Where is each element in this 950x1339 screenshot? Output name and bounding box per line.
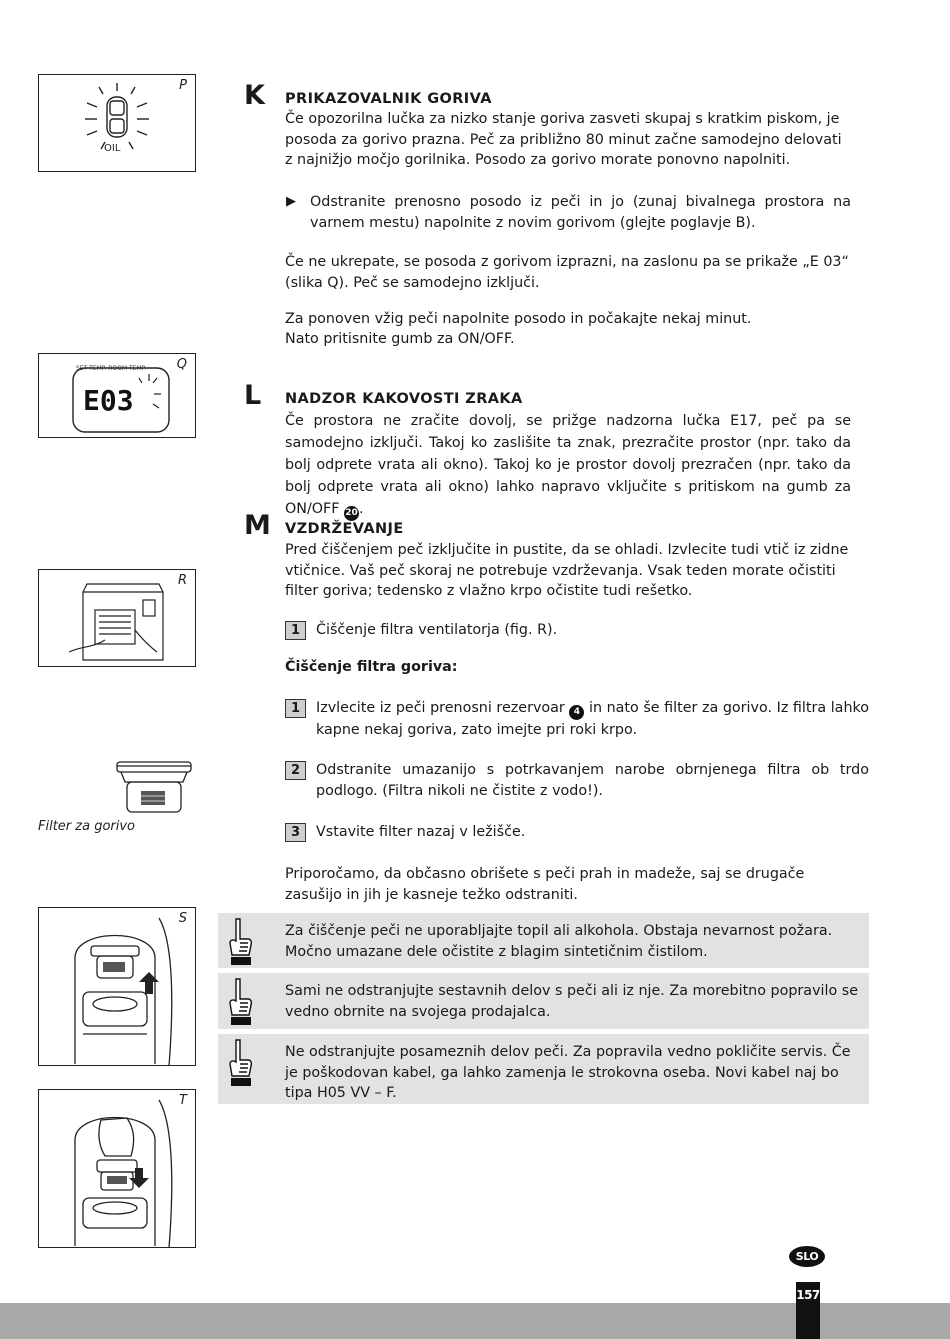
section-k-paragraph-1: Če opozorilna lučka za nizko stanje goriva zasveti skupaj s kratkim piskom, je posoda za gorivo prazna. Peč za približno 80 minut začne samodejno delovati z najnižjo močjo gorilnika. Posodo za gorivo morate ponovno napolniti. xyxy=(285,111,842,168)
step-fan-text: Čiščenje filtra ventilatorja (fig. R). xyxy=(316,622,558,638)
fuel-filter-subhead: Čiščenje filtra goriva: xyxy=(285,659,458,675)
oil-warning-lamp-icon xyxy=(39,75,196,172)
warning-box-3 xyxy=(218,1034,869,1104)
page-number: 157 xyxy=(796,1288,820,1302)
warning-text-1: Za čiščenje peči ne uporabljajte topil ali alkohola. Obstaja nevarnost požara. Močno umazane dele očistite z blagim sintetičnim čistilom. xyxy=(285,923,833,960)
step-1-text-b: in nato še filter za gorivo. Iz filtra lahko kapne nekaj goriva, zato imejte pri roki krpo. xyxy=(316,700,870,738)
figure-r-label: R xyxy=(177,573,187,588)
section-k-paragraph-2: Če ne ukrepate, se posoda z gorivom izprazni, na zaslonu pa se prikaže „E 03“ (slika Q). Peč se samodejno izklјuči. xyxy=(285,254,849,291)
figure-p-label: P xyxy=(179,78,187,93)
control-20-ref-icon: 20 xyxy=(344,506,359,521)
step-1-text xyxy=(316,698,869,741)
warning-box-1 xyxy=(218,913,869,968)
step-1-number: 1 xyxy=(285,699,306,718)
step-1-text-a: Izvlecite iz peči prenosni rezervoar xyxy=(316,700,565,716)
pointing-hand-icon xyxy=(224,917,254,967)
warning-text-2: Sami ne odstranjujte sestavnih delov s peči ali iz nje. Za morebitno popravilo se vedno obrnite na svojega prodajalca. xyxy=(285,983,859,1020)
tank-4-ref-icon: 4 xyxy=(569,705,584,720)
section-l-title: NADZOR KAKOVOSTI ZRAKA xyxy=(285,391,523,407)
section-k-title: PRIKAZOVALNIK GORIVA xyxy=(285,91,492,107)
section-k-paragraph-3b: Nato pritisnite gumb za ON/OFF. xyxy=(285,331,515,347)
step-3-number: 3 xyxy=(285,823,306,842)
display-header-text: SET TEMP. ROOM TEMP. xyxy=(76,365,147,372)
figure-q xyxy=(38,353,196,438)
figure-s xyxy=(38,907,196,1066)
section-l-text: Če prostora ne zračite dovolj, se prižge nadzorna lučka E17, peč pa se samodejno izklјuči. Takoj ko zaslišite ta znak, prezračite prostor (npr. tako da bolj odprete vrata ali okno). Takoj ko je prostor dovolj prezračen (npr. tako da bolj odprete vrata ali okno) lahko napravo vklјučite s pritiskom na gumb za ON/OFF xyxy=(285,413,851,517)
figure-q-label: Q xyxy=(176,357,187,372)
section-k-paragraph-3a: Za ponoven vžig peči napolnite posodo in počakajte nekaj minut. xyxy=(285,311,752,327)
filter-insert-icon xyxy=(39,1090,196,1248)
fuel-filter-icon xyxy=(115,760,193,816)
step-fan-number: 1 xyxy=(285,621,306,640)
section-k-letter: K xyxy=(244,80,265,111)
step-3-text: Vstavite filter nazaj v ležišče. xyxy=(316,824,526,840)
section-l-letter: L xyxy=(244,380,262,411)
step-2-number: 2 xyxy=(285,761,306,780)
figure-p xyxy=(38,74,196,172)
section-m-paragraph-1: Pred čiščenjem peč izklјučite in pustite, da se ohladi. Izvlecite tudi vtič iz zidne vtičnice. Vaš peč skoraj ne potrebuje vzdrževanja. Vsak teden morate očistiti filter goriva; tedensko z vlažno krpo očistite tudi rešetko. xyxy=(285,542,849,599)
pointing-hand-icon xyxy=(224,977,254,1027)
section-m-paragraph-2: Priporočamo, da občasno obrišete s peči prah in madeže, saj se drugače zasušijo in jih je kasneje težko odstraniti. xyxy=(285,866,805,903)
language-badge: SLO xyxy=(789,1246,825,1267)
figure-t xyxy=(38,1089,196,1248)
section-l-end: . xyxy=(359,501,364,517)
filter-removal-icon xyxy=(39,908,196,1066)
section-m-title: VZDRŽEVANJE xyxy=(285,521,404,537)
filter-caption: Filter za gorivo xyxy=(38,819,136,834)
section-m-letter: M xyxy=(244,510,271,541)
section-k-bullet: Odstranite prenosno posodo iz peči in jo (zunaj bivalnega prostora na varnem mestu) napolnite z novim gorivom (glejte poglavje B). xyxy=(310,194,851,231)
section-l-paragraph xyxy=(285,410,851,521)
heater-fan-filter-icon xyxy=(39,570,196,667)
bullet-arrow-icon: ▶ xyxy=(286,194,296,209)
figure-s-label: S xyxy=(178,911,187,926)
display-code-text: E03 xyxy=(83,384,134,417)
figure-r xyxy=(38,569,196,667)
figure-t-label: T xyxy=(179,1093,187,1108)
warning-box-2 xyxy=(218,973,869,1029)
warning-text-3: Ne odstranjujte posameznih delov peči. Za popravila vedno pokličite servis. Če je poškodovan kabel, ga lahko zamenja le strokovna oseba. Novi kabel naj bo tipa H05 VV – F. xyxy=(285,1044,851,1101)
pointing-hand-icon xyxy=(224,1038,254,1088)
display-e03-icon xyxy=(39,354,196,438)
oil-text: OIL xyxy=(104,143,121,154)
step-2-text: Odstranite umazanijo s potrkavanjem narobe obrnjenega filtra ob trdo podlogo. (Filtra nikoli ne čistite z vodo!). xyxy=(316,762,869,799)
